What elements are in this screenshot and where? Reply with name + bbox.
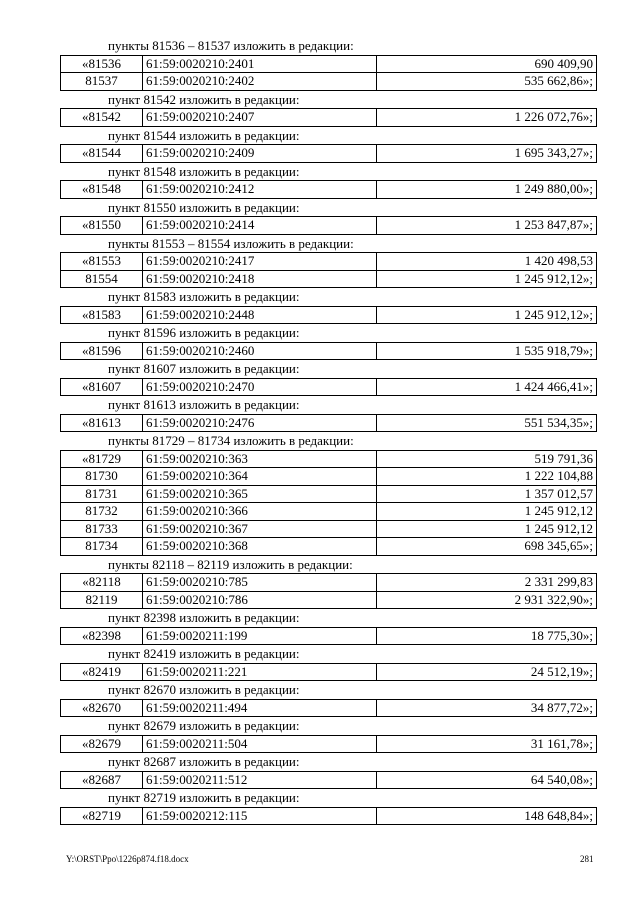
footer-page-number: 281 (580, 854, 594, 864)
item-number-cell: «81542 (61, 109, 143, 127)
amendment-table (60, 216, 597, 235)
table-row (61, 73, 597, 91)
cadastral-number-cell: 61:59:0020212:115 (143, 807, 377, 825)
cadastral-number-cell: 61:59:0020210:368 (143, 538, 377, 556)
table-row (61, 699, 597, 717)
amendment-table (60, 252, 597, 288)
amendment-heading: пункт 82679 изложить в редакции: (108, 718, 300, 733)
item-number-cell: «81729 (61, 450, 143, 468)
item-number-cell: «82719 (61, 807, 143, 825)
cadastral-number-cell: 61:59:0020210:365 (143, 485, 377, 503)
value-cell: 551 534,35»; (377, 414, 597, 432)
amendment-heading: пункты 81729 – 81734 изложить в редакции: (108, 433, 354, 448)
table-row (61, 109, 597, 127)
table-row (61, 485, 597, 503)
table-row (61, 807, 597, 825)
table-row (61, 450, 597, 468)
table-row (61, 217, 597, 235)
table-row (61, 627, 597, 645)
table-row (61, 145, 597, 163)
value-cell: 1 222 104,88 (377, 468, 597, 486)
amendment-heading: пункты 81553 – 81554 изложить в редакции: (108, 235, 354, 251)
amendment-table (60, 108, 597, 127)
table-row (61, 735, 597, 753)
amendment-table (60, 699, 597, 718)
item-number-cell: «81550 (61, 217, 143, 235)
cadastral-number-cell: 61:59:0020210:366 (143, 503, 377, 521)
value-cell: 1 226 072,76»; (377, 109, 597, 127)
amendment-table (60, 55, 597, 91)
value-cell: 1 245 912,12»; (377, 270, 597, 288)
table-row (61, 503, 597, 521)
table-row (61, 591, 597, 609)
amendment-heading: пункт 81550 изложить в редакции: (108, 199, 300, 215)
cadastral-number-cell: 61:59:0020211:512 (143, 771, 377, 789)
amendment-heading: пункт 81583 изложить в редакции: (108, 289, 300, 304)
cadastral-number-cell: 61:59:0020210:367 (143, 520, 377, 538)
value-cell: 1 357 012,57 (377, 485, 597, 503)
value-cell: 690 409,90 (377, 55, 597, 73)
cadastral-number-cell: 61:59:0020210:2407 (143, 109, 377, 127)
item-number-cell: «81596 (61, 342, 143, 360)
amendment-table (60, 450, 597, 556)
value-cell: 535 662,86»; (377, 73, 597, 91)
value-cell: 2 931 322,90»; (377, 591, 597, 609)
amendment-table (60, 306, 597, 325)
amendment-heading: пункт 82687 изложить в редакции: (108, 754, 300, 769)
amendment-heading: пункт 81613 изложить в редакции: (108, 397, 300, 412)
item-number-cell: «81613 (61, 414, 143, 432)
table-row (61, 253, 597, 271)
amendment-heading: пункт 82398 изложить в редакции: (108, 610, 300, 625)
value-cell: 1 424 466,41»; (377, 378, 597, 396)
item-number-cell: «82398 (61, 627, 143, 645)
cadastral-number-cell: 61:59:0020210:2476 (143, 414, 377, 432)
cadastral-number-cell: 61:59:0020210:2470 (143, 378, 377, 396)
value-cell: 1 253 847,87»; (377, 217, 597, 235)
item-number-cell: «81583 (61, 306, 143, 324)
item-number-cell: «81548 (61, 181, 143, 199)
value-cell: 1 245 912,12 (377, 520, 597, 538)
item-number-cell: 81537 (61, 73, 143, 91)
amendment-table (60, 573, 597, 609)
item-number-cell: 81730 (61, 468, 143, 486)
amendment-heading: пункт 81542 изложить в редакции: (108, 91, 300, 107)
value-cell: 31 161,78»; (377, 735, 597, 753)
value-cell: 34 877,72»; (377, 699, 597, 717)
item-number-cell: «82419 (61, 663, 143, 681)
cadastral-number-cell: 61:59:0020210:786 (143, 591, 377, 609)
value-cell: 64 540,08»; (377, 771, 597, 789)
table-row (61, 574, 597, 592)
value-cell: 1 249 880,00»; (377, 181, 597, 199)
item-number-cell: 81731 (61, 485, 143, 503)
amendment-table (60, 663, 597, 682)
amendment-table (60, 144, 597, 163)
cadastral-number-cell: 61:59:0020210:2402 (143, 73, 377, 91)
item-number-cell: «81536 (61, 55, 143, 73)
amendment-table (60, 807, 597, 826)
value-cell: 698 345,65»; (377, 538, 597, 556)
value-cell: 1 420 498,53 (377, 253, 597, 271)
cadastral-number-cell: 61:59:0020210:2401 (143, 55, 377, 73)
table-row (61, 181, 597, 199)
value-cell: 1 245 912,12 (377, 503, 597, 521)
item-number-cell: «82679 (61, 735, 143, 753)
table-row (61, 520, 597, 538)
cadastral-number-cell: 61:59:0020210:2417 (143, 253, 377, 271)
cadastral-number-cell: 61:59:0020210:363 (143, 450, 377, 468)
cadastral-number-cell: 61:59:0020210:364 (143, 468, 377, 486)
amendment-table (60, 180, 597, 199)
table-row (61, 468, 597, 486)
value-cell: 2 331 299,83 (377, 574, 597, 592)
value-cell: 1 535 918,79»; (377, 342, 597, 360)
cadastral-number-cell: 61:59:0020210:2414 (143, 217, 377, 235)
item-number-cell: «81553 (61, 253, 143, 271)
amendment-table (60, 771, 597, 790)
table-row (61, 306, 597, 324)
amendment-table (60, 414, 597, 433)
value-cell: 148 648,84»; (377, 807, 597, 825)
table-row (61, 55, 597, 73)
amendment-heading: пункт 81607 изложить в редакции: (108, 361, 300, 376)
amendment-table (60, 735, 597, 754)
item-number-cell: 81733 (61, 520, 143, 538)
value-cell: 1 245 912,12»; (377, 306, 597, 324)
item-number-cell: «81544 (61, 145, 143, 163)
table-row (61, 342, 597, 360)
table-row (61, 378, 597, 396)
cadastral-number-cell: 61:59:0020211:504 (143, 735, 377, 753)
item-number-cell: 82119 (61, 591, 143, 609)
table-row (61, 270, 597, 288)
value-cell: 1 695 343,27»; (377, 145, 597, 163)
amendment-table (60, 378, 597, 397)
document-body (60, 37, 596, 825)
item-number-cell: 81732 (61, 503, 143, 521)
amendment-table (60, 342, 597, 361)
table-row (61, 663, 597, 681)
amendment-table (60, 627, 597, 646)
cadastral-number-cell: 61:59:0020210:2460 (143, 342, 377, 360)
cadastral-number-cell: 61:59:0020210:2418 (143, 270, 377, 288)
amendment-heading: пункты 81536 – 81537 изложить в редакции: (108, 38, 354, 53)
item-number-cell: 81734 (61, 538, 143, 556)
cadastral-number-cell: 61:59:0020210:2409 (143, 145, 377, 163)
amendment-heading: пункт 81596 изложить в редакции: (108, 325, 300, 340)
item-number-cell: «82118 (61, 574, 143, 592)
cadastral-number-cell: 61:59:0020211:494 (143, 699, 377, 717)
value-cell: 24 512,19»; (377, 663, 597, 681)
amendment-heading: пункты 82118 – 82119 изложить в редакции: (108, 556, 353, 572)
value-cell: 18 775,30»; (377, 627, 597, 645)
amendment-heading: пункт 82719 изложить в редакции: (108, 790, 300, 805)
amendment-heading: пункт 82419 изложить в редакции: (108, 646, 300, 661)
item-number-cell: «81607 (61, 378, 143, 396)
cadastral-number-cell: 61:59:0020210:2412 (143, 181, 377, 199)
amendment-heading: пункт 82670 изложить в редакции: (108, 682, 300, 697)
item-number-cell: «82687 (61, 771, 143, 789)
table-row (61, 414, 597, 432)
table-row (61, 538, 597, 556)
value-cell: 519 791,36 (377, 450, 597, 468)
amendment-heading: пункт 81548 изложить в редакции: (108, 163, 300, 179)
cadastral-number-cell: 61:59:0020211:199 (143, 627, 377, 645)
footer-file-path: Y:\ORST\Ppo\1226p874.f18.docx (66, 854, 189, 864)
item-number-cell: «82670 (61, 699, 143, 717)
cadastral-number-cell: 61:59:0020210:785 (143, 574, 377, 592)
table-row (61, 771, 597, 789)
item-number-cell: 81554 (61, 270, 143, 288)
amendment-heading: пункт 81544 изложить в редакции: (108, 127, 300, 143)
cadastral-number-cell: 61:59:0020211:221 (143, 663, 377, 681)
cadastral-number-cell: 61:59:0020210:2448 (143, 306, 377, 324)
